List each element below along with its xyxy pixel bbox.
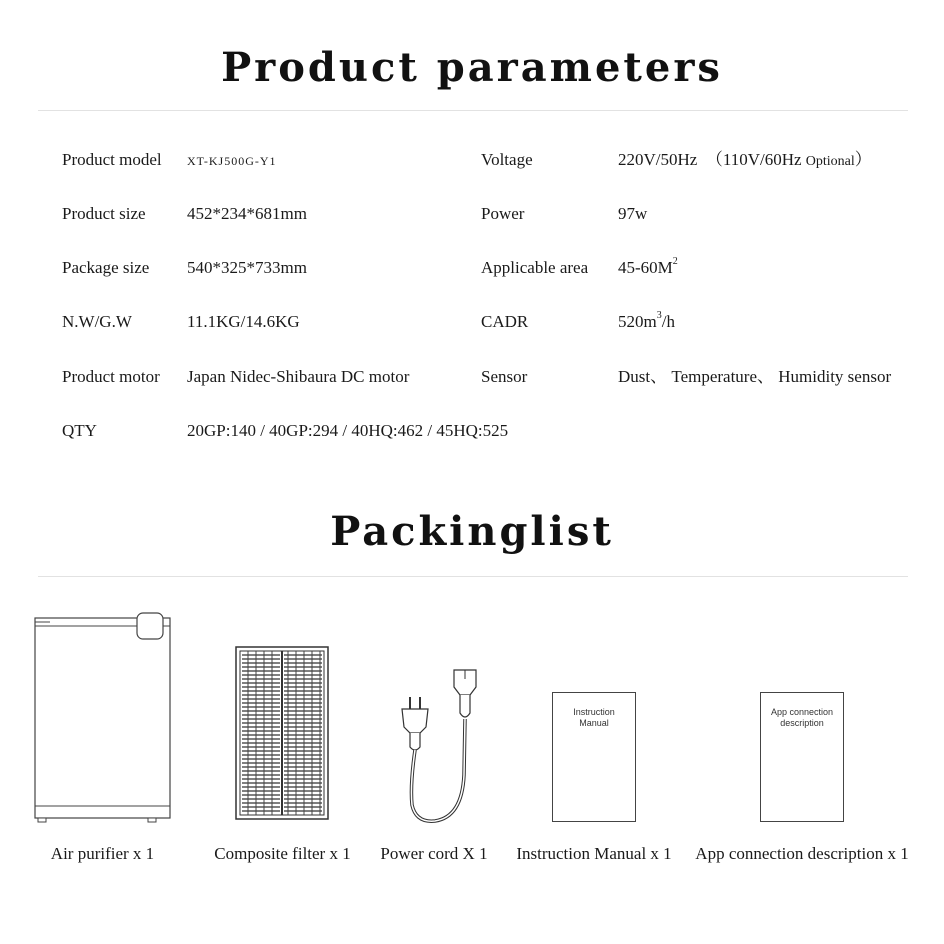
param-value-package-size: 540*325*733mm [187,258,307,277]
caption-app-description: App connection description x 1 [695,844,909,863]
param-label-weight: N.W/G.W [62,312,132,331]
param-value-cadr: $520m^3/h$ [618,310,675,331]
caption-filter: Composite filter x 1 [214,844,351,863]
param-value-motor: Japan Nidec-Shibaura DC motor [187,367,410,386]
params-title: Product parameters [221,44,723,91]
param-label-voltage: Voltage [481,150,533,169]
param-value-size: 452*234*681mm [187,204,307,223]
param-label-package-size: Package size [62,258,150,277]
caption-power-cord: Power cord X 1 [380,844,488,863]
param-label-power: Power [481,204,525,223]
power-cord-icon [380,665,490,832]
caption-manual: Instruction Manual x 1 [516,844,672,863]
manual-booklet-line2: Manual [579,718,609,728]
packing-title: Packinglist [330,508,614,555]
param-label-area: Applicable area [481,258,589,277]
param-label-motor: Product motor [62,367,160,386]
filter-icon [234,645,330,826]
air-purifier-icon [30,610,180,833]
param-value-sensor: Dust、 Temperature、 Humidity sensor [618,367,892,386]
manual-booklet-line1: Instruction [573,707,615,717]
caption-air-purifier: Air purifier x 1 [50,844,155,863]
app-description-icon [760,692,844,822]
params-divider [38,110,908,111]
param-value-qty: 20GP:140 / 40GP:294 / 40HQ:462 / 45HQ:525 [187,421,509,440]
param-label-model: Product model [62,150,162,169]
param-value-weight: 11.1KG/14.6KG [187,312,300,331]
packing-divider [38,576,908,577]
app-booklet-line1: App connection [770,707,834,717]
app-booklet-line2: description [780,718,824,728]
param-label-cadr: CADR [481,312,529,331]
param-value-voltage: 220V/50Hz （110V/60Hz Optional） [618,150,872,169]
manual-icon [552,692,636,822]
param-label-qty: QTY [62,421,97,440]
param-value-model: XT-KJ500G-Y1 [187,154,277,168]
param-label-sensor: Sensor [481,367,528,386]
param-value-area: $45-60M^2$ [618,256,678,277]
param-value-power: 97w [618,204,648,223]
param-label-size: Product size [62,204,146,223]
